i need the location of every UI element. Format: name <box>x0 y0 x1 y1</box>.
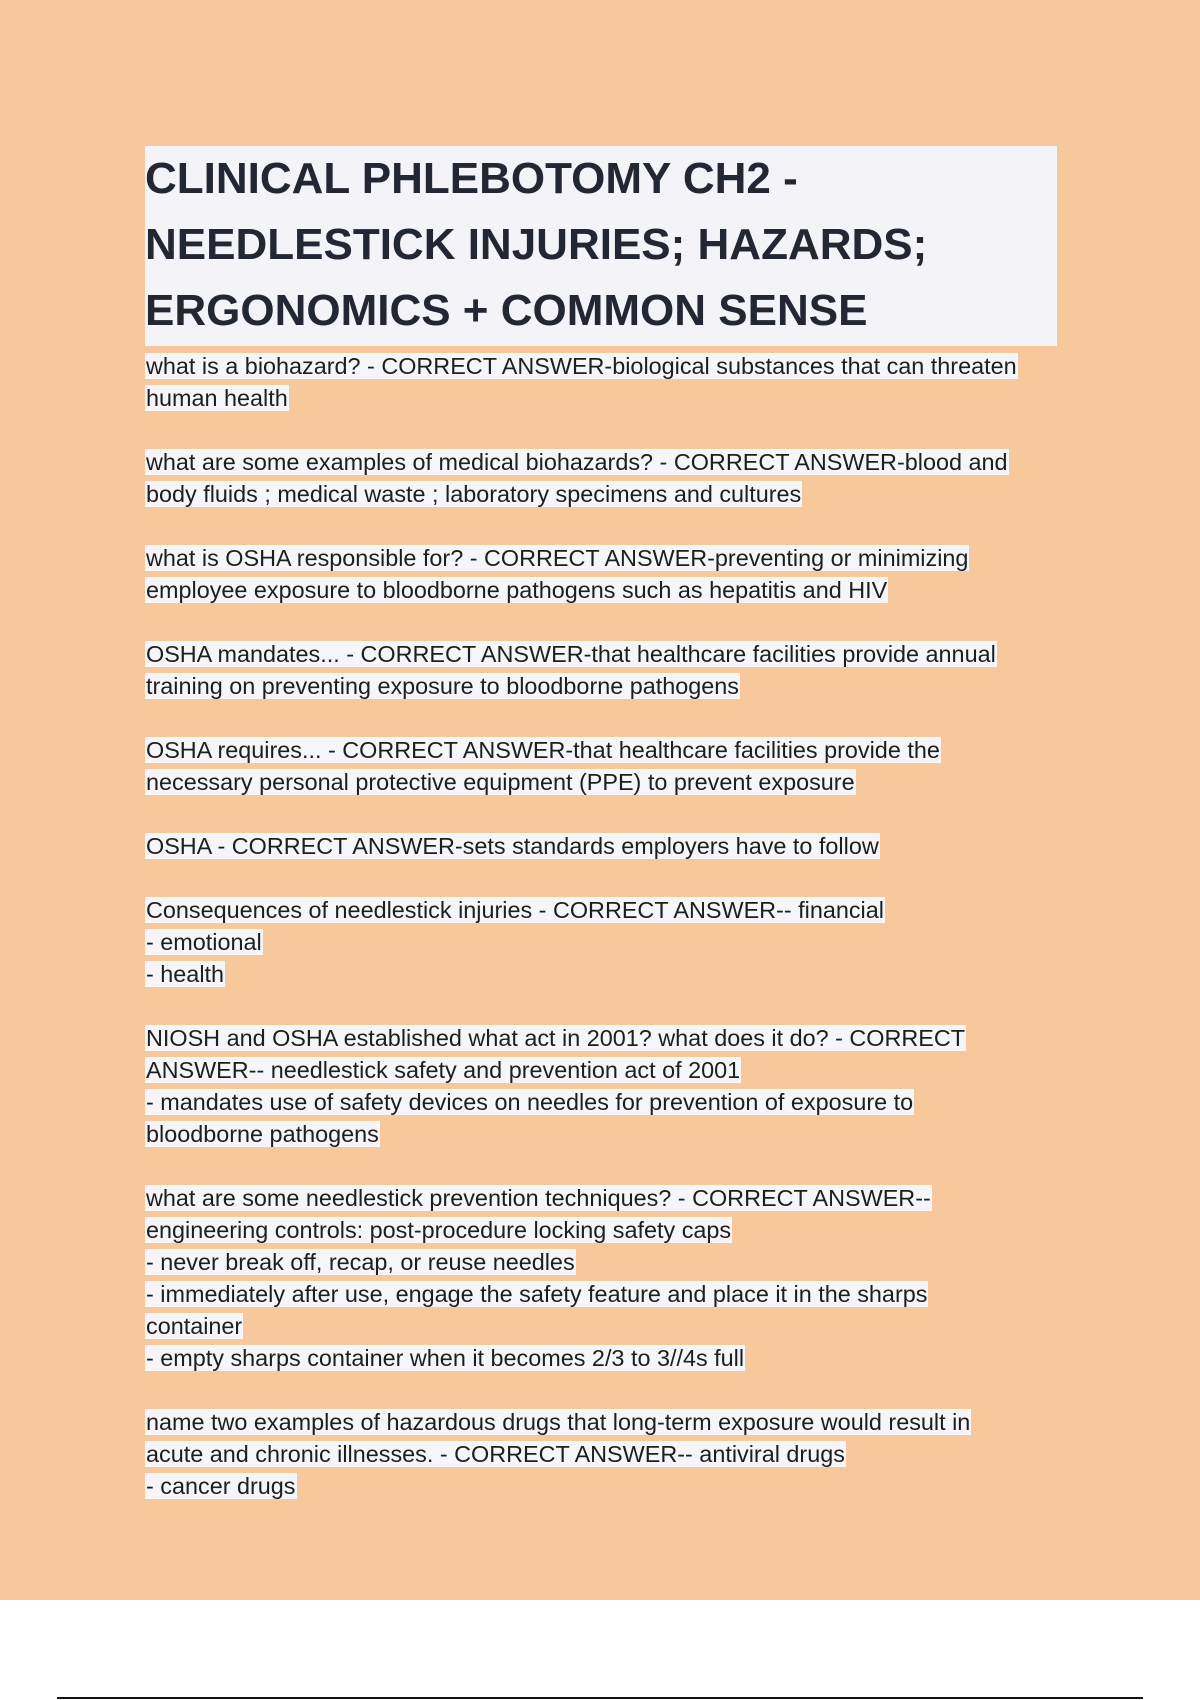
qa-item-hazardous-drugs <box>145 1406 1065 1502</box>
qa-item-osha-responsibility <box>145 542 1065 606</box>
qa-line: OSHA mandates... - CORRECT ANSWER-that healthcare facilities provide annual <box>146 641 996 667</box>
qa-line: - never break off, recap, or reuse needles <box>146 1249 575 1275</box>
qa-line: bloodborne pathogens <box>146 1121 379 1147</box>
qa-item-osha <box>145 830 1065 862</box>
qa-line: - emotional <box>146 929 262 955</box>
qa-line: - health <box>146 961 225 987</box>
qa-item-biohazard <box>145 350 1065 414</box>
qa-line: OSHA - CORRECT ANSWER-sets standards employers have to follow <box>146 833 879 859</box>
qa-item-osha-mandates <box>145 638 1065 702</box>
title-line: CLINICAL PHLEBOTOMY CH2 - <box>145 154 798 203</box>
qa-line: human health <box>146 385 288 411</box>
qa-line: NIOSH and OSHA established what act in 2001? what does it do? - CORRECT <box>146 1025 966 1051</box>
footer-divider <box>57 1697 1143 1699</box>
qa-line: what is a biohazard? - CORRECT ANSWER-biological substances that can threaten <box>146 353 1017 379</box>
qa-line: OSHA requires... - CORRECT ANSWER-that healthcare facilities provide the <box>146 737 940 763</box>
qa-item-needlestick-consequences <box>145 894 1065 990</box>
qa-line: engineering controls: post-procedure locking safety caps <box>146 1217 732 1243</box>
qa-line: body fluids ; medical waste ; laboratory specimens and cultures <box>146 481 802 507</box>
qa-line: what are some needlestick prevention techniques? - CORRECT ANSWER-- <box>146 1185 931 1211</box>
qa-line: training on preventing exposure to bloodborne pathogens <box>146 673 740 699</box>
title-line: NEEDLESTICK INJURIES; HAZARDS; <box>145 220 928 269</box>
qa-line: - mandates use of safety devices on needles for prevention of exposure to <box>146 1089 914 1115</box>
qa-line: ANSWER-- needlestick safety and prevention act of 2001 <box>146 1057 741 1083</box>
qa-item-niosh-act <box>145 1022 1065 1150</box>
qa-line: - cancer drugs <box>146 1473 296 1499</box>
document-title <box>145 146 1057 346</box>
qa-line: necessary personal protective equipment (PPE) to prevent exposure <box>146 769 855 795</box>
qa-line: employee exposure to bloodborne pathogens such as hepatitis and HIV <box>146 577 888 603</box>
document-body <box>145 146 1065 1534</box>
title-line: ERGONOMICS + COMMON SENSE <box>145 286 868 335</box>
qa-line: acute and chronic illnesses. - CORRECT ANSWER-- antiviral drugs <box>146 1441 845 1467</box>
qa-item-osha-requires <box>145 734 1065 798</box>
qa-line: - empty sharps container when it becomes 2/3 to 3//4s full <box>146 1345 745 1371</box>
qa-line: name two examples of hazardous drugs that long-term exposure would result in <box>146 1409 971 1435</box>
qa-line: container <box>146 1313 243 1339</box>
qa-line: what is OSHA responsible for? - CORRECT ANSWER-preventing or minimizing <box>146 545 969 571</box>
qa-line: what are some examples of medical biohazards? - CORRECT ANSWER-blood and <box>146 449 1008 475</box>
qa-item-prevention-techniques <box>145 1182 1065 1374</box>
qa-item-biohazard-examples <box>145 446 1065 510</box>
qa-line: Consequences of needlestick injuries - CORRECT ANSWER-- financial <box>146 897 884 923</box>
qa-line: - immediately after use, engage the safety feature and place it in the sharps <box>146 1281 928 1307</box>
